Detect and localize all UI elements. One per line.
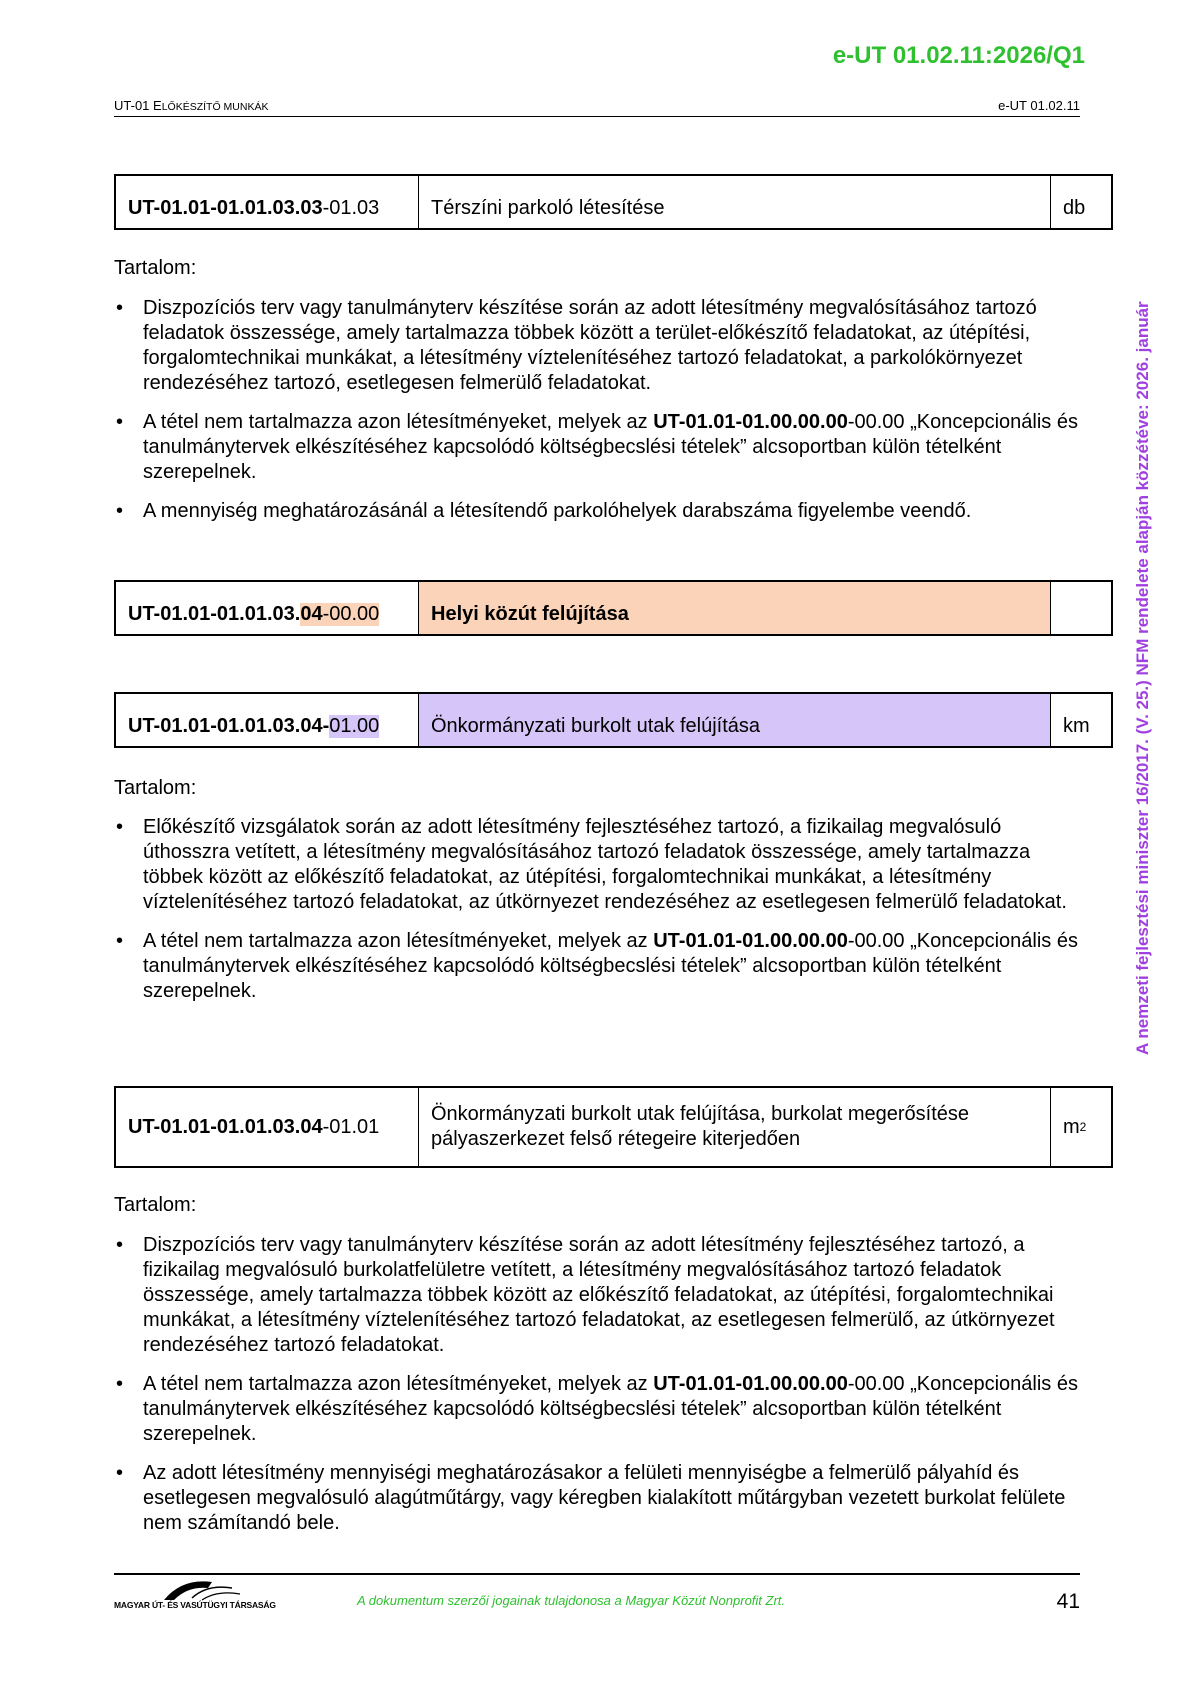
item-unit: km: [1063, 715, 1090, 737]
logo-text: MAGYAR ÚT- ÉS VASÚTÜGYI TÁRSASÁG: [114, 1600, 276, 1610]
footer-divider: [114, 1573, 1080, 1575]
referenced-code: UT-01.01-01.00.00.00: [653, 411, 848, 433]
item-title: Önkormányzati burkolt utak felújítása, burkolat megerősítése pályaszerkezet felső rétegeire kiterjedően: [419, 1088, 1051, 1166]
running-header: [114, 96, 1080, 117]
item-code: UT-01.01-01.01.03.03 -01.03: [116, 176, 419, 228]
side-publication-note: A nemzeti fejlesztési miniszter 16/2017. (V. 25.) NFM rendelete alapján közzétéve: 2026. január: [1133, 301, 1152, 1055]
item-title: Önkormányzati burkolt utak felújítása: [419, 694, 1051, 746]
content-bullet-list: [114, 815, 1084, 1018]
content-label: Tartalom:: [114, 777, 197, 799]
item-header-row: [114, 580, 1113, 636]
header-section-title: UT-01 ELŐKÉSZÍTŐ MUNKÁK: [114, 98, 269, 113]
list-item: • Diszpozíciós terv vagy tanulmányterv készítése során az adott létesítmény megvalósításához tartozó feladatok összessége, amely tartalmazza többek között a terület-előkészítő feladatokat, az útépítési, forgalomtechnikai munkákat, a létesítmény víztelenítéséhez tartozó feladatokat, a parkolókörnyezet rendezéséhez tartozó, esetlegesen felmerülő feladatokat.: [114, 296, 1084, 396]
content-bullet-list: [114, 1233, 1084, 1550]
document-code: e-UT 01.02.11:2026/Q1: [832, 42, 1085, 69]
item-unit: db: [1063, 197, 1086, 219]
list-item: • Az adott létesítmény mennyiségi meghatározásakor a felületi mennyiségbe a felmerülő pályahíd és esetlegesen megvalósuló alagútműtárgy, vagy kéregben kialakított műtárgyban vezetett burkolat felülete nem számítandó bele.: [114, 1461, 1084, 1536]
list-item: • A tétel nem tartalmazza azon létesítményeket, melyek az UT-01.01-01.00.00.00-00.00 „Koncepcionális és tanulmánytervek elkészítéséhez kapcsolódó költségbecslési tételek” alcsoportban külön tételként szerepelnek.: [114, 929, 1084, 1004]
list-item: • A mennyiség meghatározásánál a létesítendő parkolóhelyek darabszáma figyelembe veendő.: [114, 499, 1084, 524]
society-logo: [114, 1578, 276, 1618]
item-title: Térszíni parkoló létesítése: [419, 176, 1051, 228]
referenced-code: UT-01.01-01.00.00.00: [653, 1373, 848, 1395]
content-label: Tartalom:: [114, 257, 197, 279]
list-item: • A tétel nem tartalmazza azon létesítményeket, melyek az UT-01.01-01.00.00.00-00.00 „Koncepcionális és tanulmánytervek elkészítéséhez kapcsolódó költségbecslési tételek” alcsoportban külön tételként szerepelnek.: [114, 1372, 1084, 1447]
content-bullet-list: [114, 296, 1084, 538]
item-title: Helyi közút felújítása: [419, 582, 1051, 634]
list-item: • A tétel nem tartalmazza azon létesítményeket, melyek az UT-01.01-01.00.00.00-00.00 „Koncepcionális és tanulmánytervek elkészítéséhez kapcsolódó költségbecslési tételek” alcsoportban külön tételként szerepelnek.: [114, 410, 1084, 485]
item-header-row: [114, 1086, 1113, 1168]
content-label: Tartalom:: [114, 1194, 197, 1216]
item-code: UT-01.01-01.01.03.04 -01.01: [116, 1088, 419, 1166]
copyright-notice: A dokumentum szerzői jogainak tulajdonosa a Magyar Közút Nonprofit Zrt.: [357, 1593, 786, 1608]
item-unit: m 2: [1063, 1115, 1087, 1138]
code-highlight: 04-00.00: [300, 603, 380, 625]
item-header-row: [114, 692, 1113, 748]
referenced-code: UT-01.01-01.00.00.00: [653, 930, 848, 952]
item-header-row: [114, 174, 1113, 230]
item-code: UT-01.01-01.01.03. 04-00.00: [116, 582, 419, 634]
list-item: • Diszpozíciós terv vagy tanulmányterv készítése során az adott létesítmény fejlesztéséhez tartozó, a fizikailag megvalósuló burkolatfelületre vetített, a létesítmény megvalósításához tartozó feladatok összessége, amely tartalmazza többek között az előkészítő feladatokat, az útépítési, forgalomtechnikai munkákat, a létesítmény víztelenítéséhez tartozó feladatokat, az esetlegesen felmerülő, az útkörnyezet rendezéséhez tartozó feladatokat.: [114, 1233, 1084, 1358]
page-number: 41: [1056, 1590, 1080, 1613]
list-item: • Előkészítő vizsgálatok során az adott létesítmény fejlesztéséhez tartozó, a fizikailag megvalósuló úthosszra vetített, a létesítmény megvalósításához tartozó feladatok összessége, amely tartalmazza többek között az előkészítő feladatokat, az útépítési, forgalomtechnikai munkákat, a létesítmény víztelenítéséhez tartozó feladatokat, az útkörnyezet rendezéséhez az esetlegesen felmerülő feladatokat.: [114, 815, 1084, 915]
item-code: UT-01.01-01.01.03.04- 01.00: [116, 694, 419, 746]
header-doc-id: e-UT 01.02.11: [998, 98, 1080, 113]
road-arc-icon: [162, 1578, 252, 1602]
item-unit: [1051, 582, 1111, 634]
code-highlight: 01.00: [329, 715, 380, 737]
